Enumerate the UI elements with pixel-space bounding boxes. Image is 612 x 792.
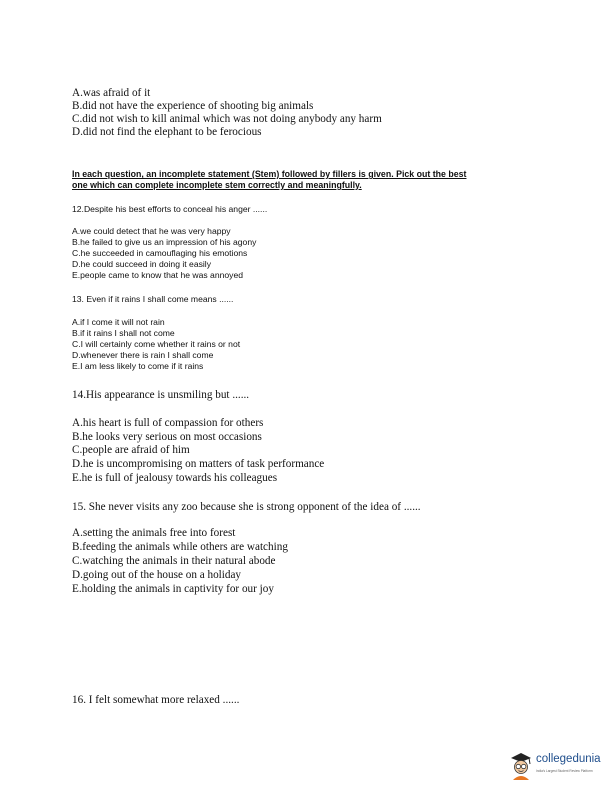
logo-wordmark: collegedunia xyxy=(536,753,601,765)
q15-stem: 15. She never visits any zoo because she is strong opponent of the idea of ...... xyxy=(72,501,421,513)
q11-option-d: D.did not find the elephant to be ferocious xyxy=(72,126,262,138)
q12-option-c: C.he succeeded in camouflaging his emotions xyxy=(72,248,248,258)
q15-option-d: D.going out of the house on a holiday xyxy=(72,569,242,581)
q12-option-e: E.people came to know that he was annoyed xyxy=(72,270,244,280)
q14-option-e: E.he is full of jealousy towards his colleagues xyxy=(72,472,278,484)
q14-option-c: C.people are afraid of him xyxy=(72,444,190,456)
instruction-line-2: one which can complete incomplete stem correctly and meaningfully. xyxy=(72,180,362,190)
q12-option-a: A.we could detect that he was very happy xyxy=(72,226,231,236)
q13-option-e: E.I am less likely to come if it rains xyxy=(72,361,204,371)
q13-option-b: B.if it rains I shall not come xyxy=(72,328,175,338)
q14-option-b: B.he looks very serious on most occasions xyxy=(72,431,262,443)
q16-stem: 16. I felt somewhat more relaxed ...... xyxy=(72,694,240,706)
q15-option-c: C.watching the animals in their natural abode xyxy=(72,555,276,567)
q11-option-c: C.did not wish to kill animal which was not doing anybody any harm xyxy=(72,113,382,125)
q11-option-a: A.was afraid of it xyxy=(72,87,151,99)
q12-option-b: B.he failed to give us an impression of his agony xyxy=(72,237,257,247)
instruction-line-1: In each question, an incomplete statement (Stem) followed by fillers is given. Pick out the best xyxy=(72,169,467,179)
q12-option-d: D.he could succeed in doing it easily xyxy=(72,259,212,269)
q15-option-e: E.holding the animals in captivity for our joy xyxy=(72,583,274,595)
q11-option-b: B.did not have the experience of shooting big animals xyxy=(72,100,314,112)
q14-option-d: D.he is uncompromising on matters of task performance xyxy=(72,458,325,470)
mascot-icon xyxy=(508,752,534,780)
q15-option-a: A.setting the animals free into forest xyxy=(72,527,236,539)
logo-tagline: India's Largest Student Review Platform xyxy=(536,769,593,773)
q13-option-d: D.whenever there is rain I shall come xyxy=(72,350,214,360)
collegedunia-logo xyxy=(508,752,608,782)
q13-option-a: A.if I come it will not rain xyxy=(72,317,165,327)
q14-option-a: A.his heart is full of compassion for others xyxy=(72,417,264,429)
q13-option-c: C.I will certainly come whether it rains or not xyxy=(72,339,241,349)
q13-stem: 13. Even if it rains I shall come means ...... xyxy=(72,294,234,304)
q12-stem: 12.Despite his best efforts to conceal his anger ...... xyxy=(72,204,268,214)
q15-option-b: B.feeding the animals while others are watching xyxy=(72,541,288,553)
q14-stem: 14.His appearance is unsmiling but ...... xyxy=(72,389,250,401)
